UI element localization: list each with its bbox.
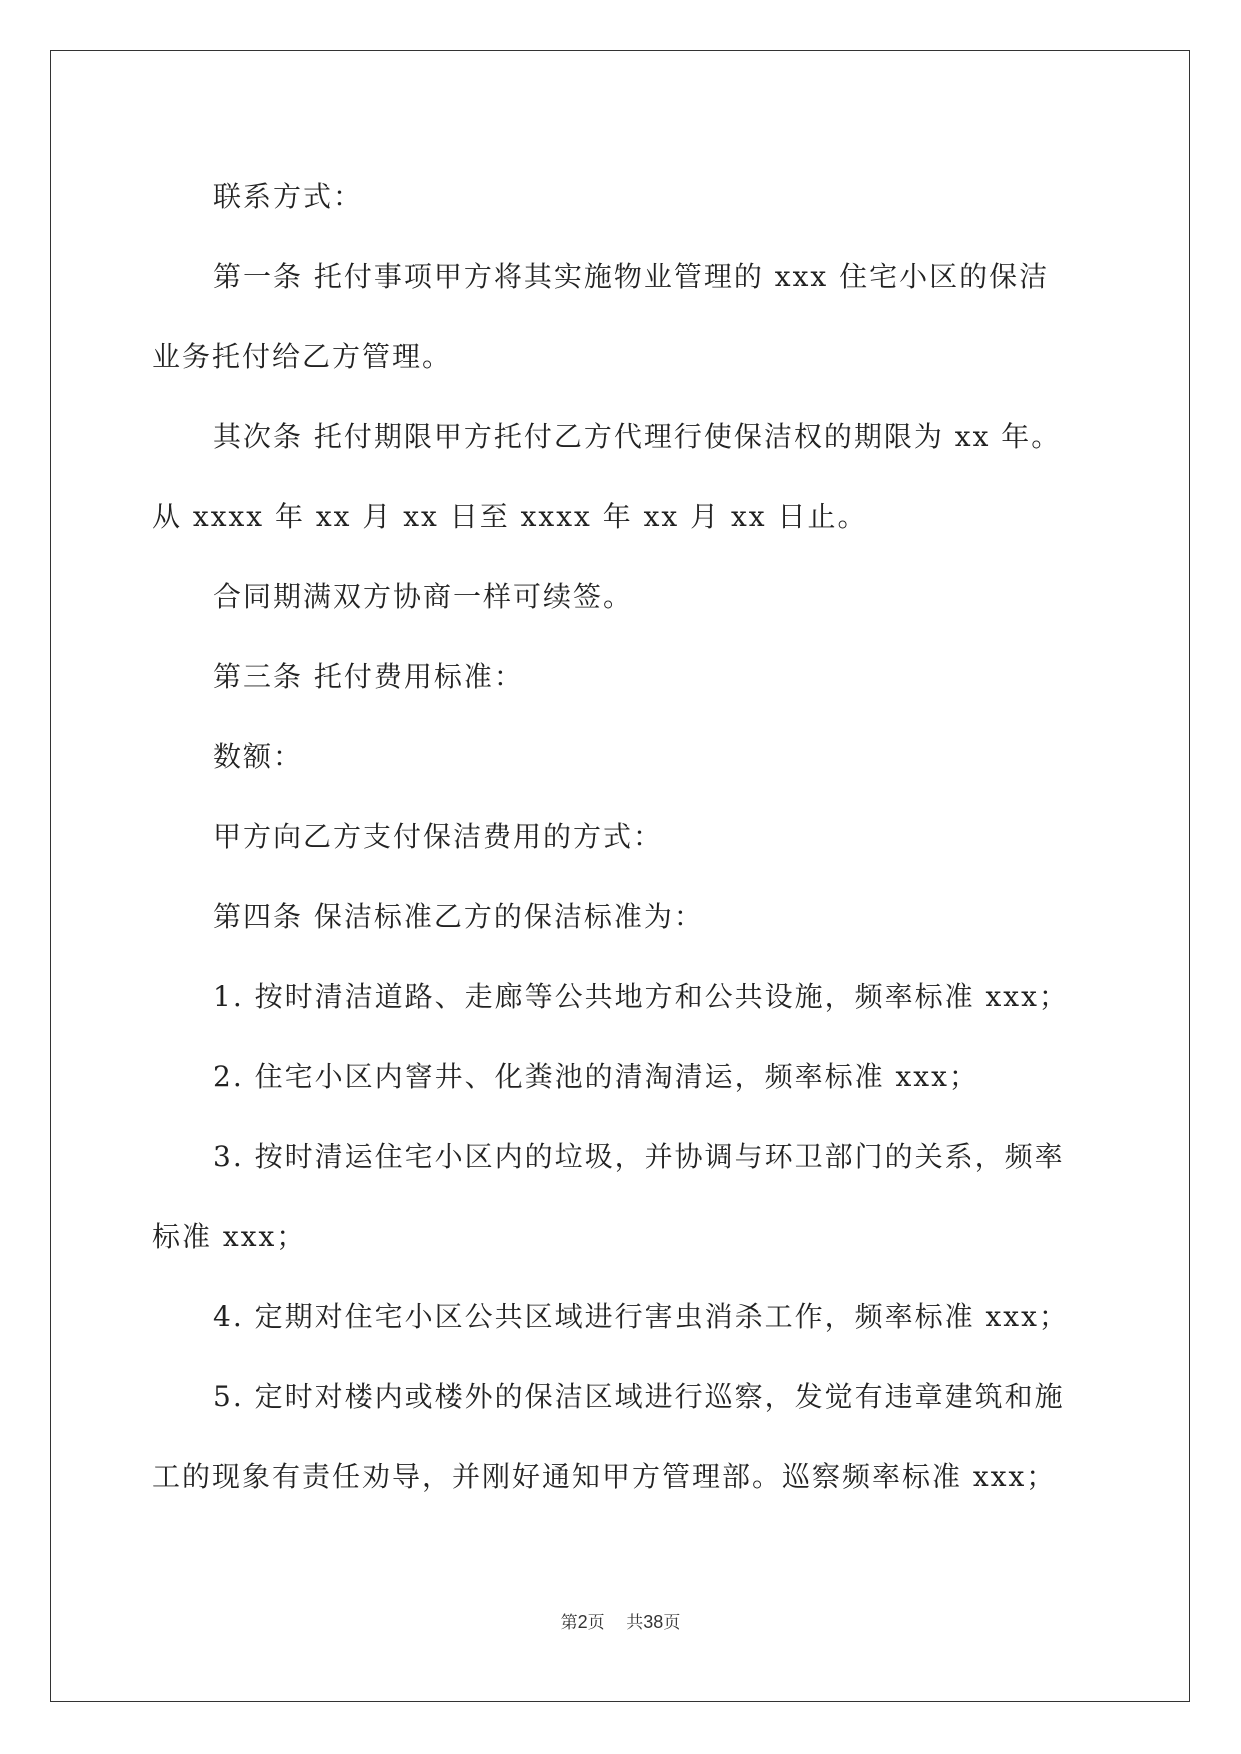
list-item-4: 4. 定期对住宅小区公共区域进行害虫消杀工作，频率标准 xxx； (213, 1300, 1069, 1333)
footer-prefix: 第 (560, 1613, 578, 1633)
list-item-3-cont: 标准 xxx； (152, 1220, 307, 1253)
list-item-3: 3. 按时清运住宅小区内的垃圾，并协调与环卫部门的关系，频率 (213, 1140, 1065, 1173)
footer-current-page: 2 (577, 1612, 588, 1632)
paragraph-article-1: 第一条 托付事项甲方将其实施物业管理的 xxx 住宅小区的保洁 (213, 260, 1050, 293)
list-item-1: 1. 按时清洁道路、走廊等公共地方和公共设施，频率标准 xxx； (213, 980, 1069, 1013)
page-footer (0, 1608, 1241, 1633)
paragraph-contact: 联系方式： (213, 180, 364, 213)
paragraph-article-2-cont: 从 xxxx 年 xx 月 xx 日至 xxxx 年 xx 月 xx 日止。 (152, 500, 868, 533)
list-item-5: 5. 定时对楼内或楼外的保洁区域进行巡察，发觉有违章建筑和施 (213, 1380, 1065, 1413)
paragraph-renewal: 合同期满双方协商一样可续签。 (213, 580, 634, 613)
paragraph-payment-method: 甲方向乙方支付保洁费用的方式： (213, 820, 664, 853)
page-border (50, 50, 1190, 1702)
footer-total-pages: 38 (643, 1612, 664, 1632)
list-item-2: 2. 住宅小区内窨井、化粪池的清淘清运，频率标准 xxx； (213, 1060, 979, 1093)
footer-total-prefix: 共 (626, 1613, 644, 1633)
list-item-5-cont: 工的现象有责任劝导，并刚好通知甲方管理部。巡察频率标准 xxx； (152, 1460, 1057, 1493)
paragraph-amount: 数额： (213, 740, 304, 773)
paragraph-article-4: 第四条 保洁标准乙方的保洁标准为： (213, 900, 704, 933)
paragraph-article-1-cont: 业务托付给乙方管理。 (152, 340, 453, 373)
paragraph-article-2: 其次条 托付期限甲方托付乙方代理行使保洁权的期限为 xx 年。 (213, 420, 1062, 453)
footer-page-word: 页 (587, 1613, 605, 1633)
paragraph-article-3: 第三条 托付费用标准： (213, 660, 524, 693)
footer-total-suffix: 页 (663, 1613, 681, 1633)
